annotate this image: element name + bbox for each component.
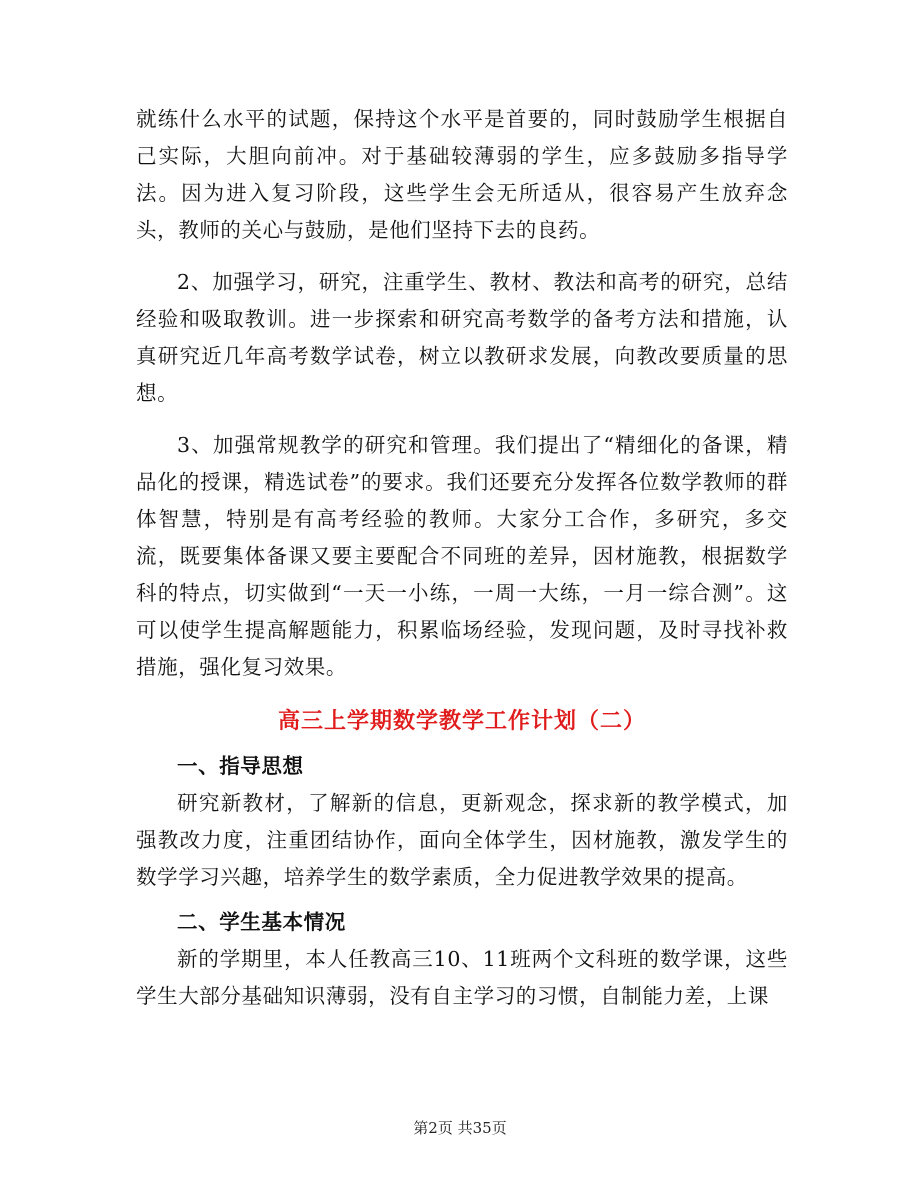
subheading-guiding-thought: 一、指导思想 — [177, 754, 304, 778]
section-title: 高三上学期数学教学工作计划（二） — [277, 708, 646, 734]
page-number-footer: 第2页 共35页 — [413, 1119, 507, 1137]
subheading-student-situation: 二、学生基本情况 — [177, 910, 346, 934]
page-content — [136, 101, 788, 1015]
paragraph-continued: 就练什么水平的试题，保持这个水平是首要的，同时鼓励学生根据自己实际，大胆向前冲。对于基础较薄弱的学生，应多鼓励多指导学法。因为进入复习阶段，这些学生会无所适从，很容易产生放弃念头，教师的关心与鼓励，是他们坚持下去的良药。 — [136, 107, 788, 242]
paragraph-guiding-thought: 研究新教材，了解新的信息，更新观念，探求新的教学模式，加强教改力度，注重团结协作，面向全体学生，因材施教，激发学生的数学学习兴趣，培养学生的数学素质，全力促进教学效果的提高。 — [136, 791, 788, 889]
paragraph-item-2: 2、加强学习，研究，注重学生、教材、教法和高考的研究，总结经验和吸取教训。进一步探索和研究高考数学的备考方法和措施，认真研究近几年高考数学试卷，树立以教研求发展，向教改要质量的思想。 — [136, 270, 788, 405]
paragraph-item-3: 3、加强常规教学的研究和管理。我们提出了“精细化的备课，精品化的授课，精选试卷”的要求。我们还要充分发挥各位数学教师的群体智慧，特别是有高考经验的教师。大家分工合作，多研究，多交流，既要集体备课又要主要配合不同班的差异，因材施教，根据数学科的特点，切实做到“一天一小练，一周一大练，一月一综合测”。这可以使学生提高解题能力，积累临场经验，发现问题，及时寻找补救措施，强化复习效果。 — [136, 433, 788, 679]
paragraph-student-situation: 新的学期里，本人任教高三10、11班两个文科班的数学课，这些学生大部分基础知识薄弱，没有自主学习的习惯，自制能力差，上课 — [136, 947, 788, 1008]
